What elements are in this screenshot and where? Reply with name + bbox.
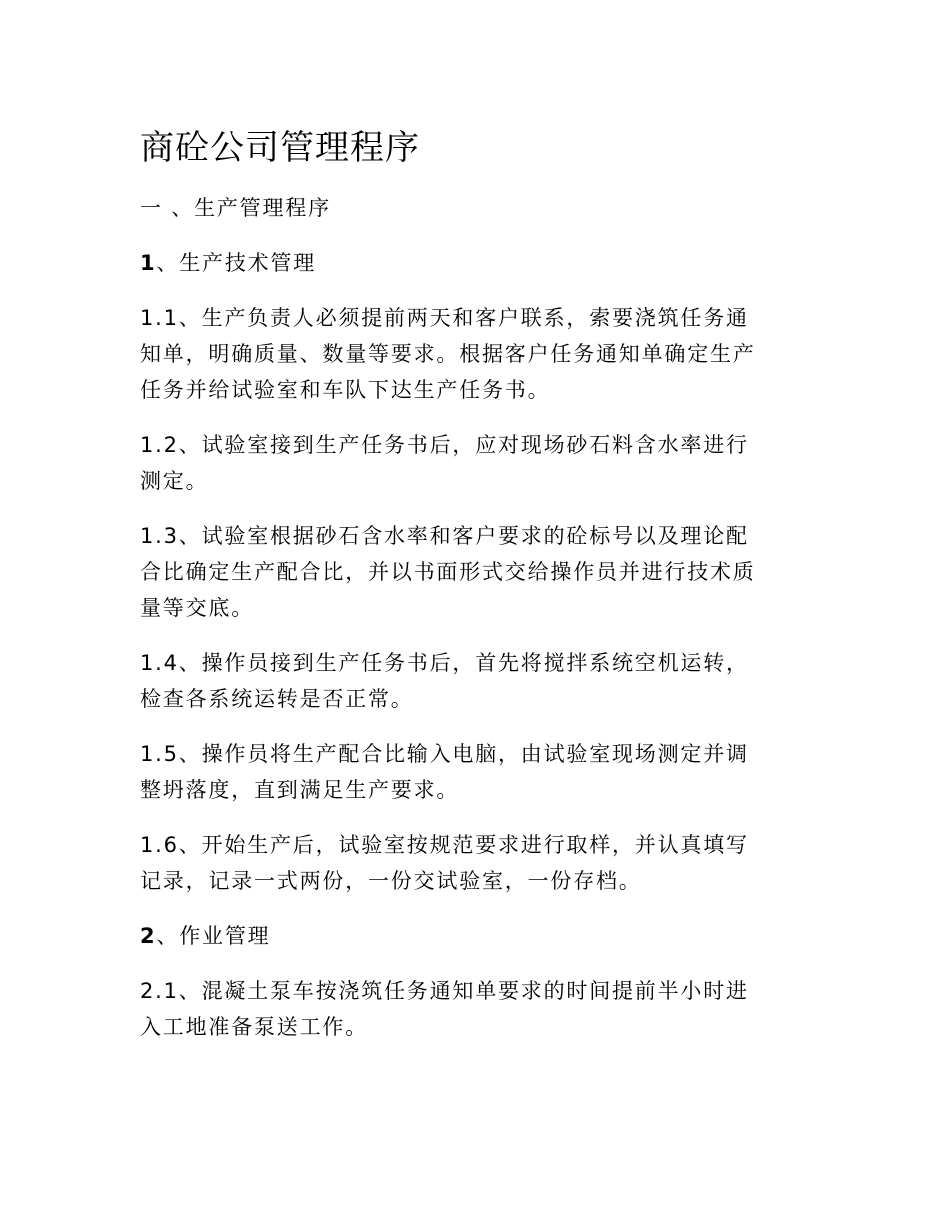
paragraph-line: 检查各系统运转是否正常。	[140, 687, 414, 711]
heading-operation	[140, 918, 820, 954]
paragraph-line: 1.3、试验室根据砂石含水率和客户要求的砼标号以及理论配	[140, 524, 749, 548]
heading-number: 1	[140, 251, 157, 275]
paragraph-1-2	[140, 427, 820, 499]
paragraph-line: 1.5、操作员将生产配合比输入电脑，由试验室现场测定并调	[140, 742, 749, 766]
heading-production-tech	[140, 245, 820, 281]
section-heading-production: 一 、生产管理程序	[140, 196, 331, 220]
paragraph-line: 量等交底。	[140, 596, 254, 620]
paragraph-2-1	[140, 973, 820, 1045]
document-page	[140, 118, 820, 1064]
paragraph-line: 测定。	[140, 469, 209, 493]
paragraph-line: 2.1、混凝土泵车按浇筑任务通知单要求的时间提前半小时进	[140, 979, 749, 1003]
paragraph-line: 1.4、操作员接到生产任务书后，首先将搅拌系统空机运转，	[140, 651, 749, 675]
paragraph-line: 任务并给试验室和车队下达生产任务书。	[140, 378, 551, 402]
paragraph-line: 1.6、开始生产后，试验室按规范要求进行取样，并认真填写	[140, 833, 749, 857]
paragraph-line: 入工地准备泵送工作。	[140, 1015, 368, 1039]
paragraph-line: 合比确定生产配合比，并以书面形式交给操作员并进行技术质	[140, 560, 756, 584]
paragraph-1-4	[140, 645, 820, 717]
heading-text: 、生产技术管理	[156, 251, 317, 275]
paragraph-line: 知单，明确质量、数量等要求。根据客户任务通知单确定生产	[140, 342, 756, 366]
paragraph-1-5	[140, 736, 820, 808]
paragraph-line: 1.1、生产负责人必须提前两天和客户联系，索要浇筑任务通	[140, 306, 749, 330]
paragraph-1-1	[140, 300, 820, 408]
paragraph-1-6	[140, 827, 820, 899]
paragraph-line: 整坍落度，直到满足生产要求。	[140, 778, 460, 802]
heading-text: 、作业管理	[156, 924, 271, 948]
document-title: 商砼公司管理程序	[140, 128, 420, 168]
paragraph-line: 1.2、试验室接到生产任务书后，应对现场砂石料含水率进行	[140, 433, 749, 457]
paragraph-line: 记录，记录一式两份，一份交试验室，一份存档。	[140, 869, 642, 893]
paragraph-1-3	[140, 518, 820, 626]
heading-number: 2	[140, 924, 157, 948]
